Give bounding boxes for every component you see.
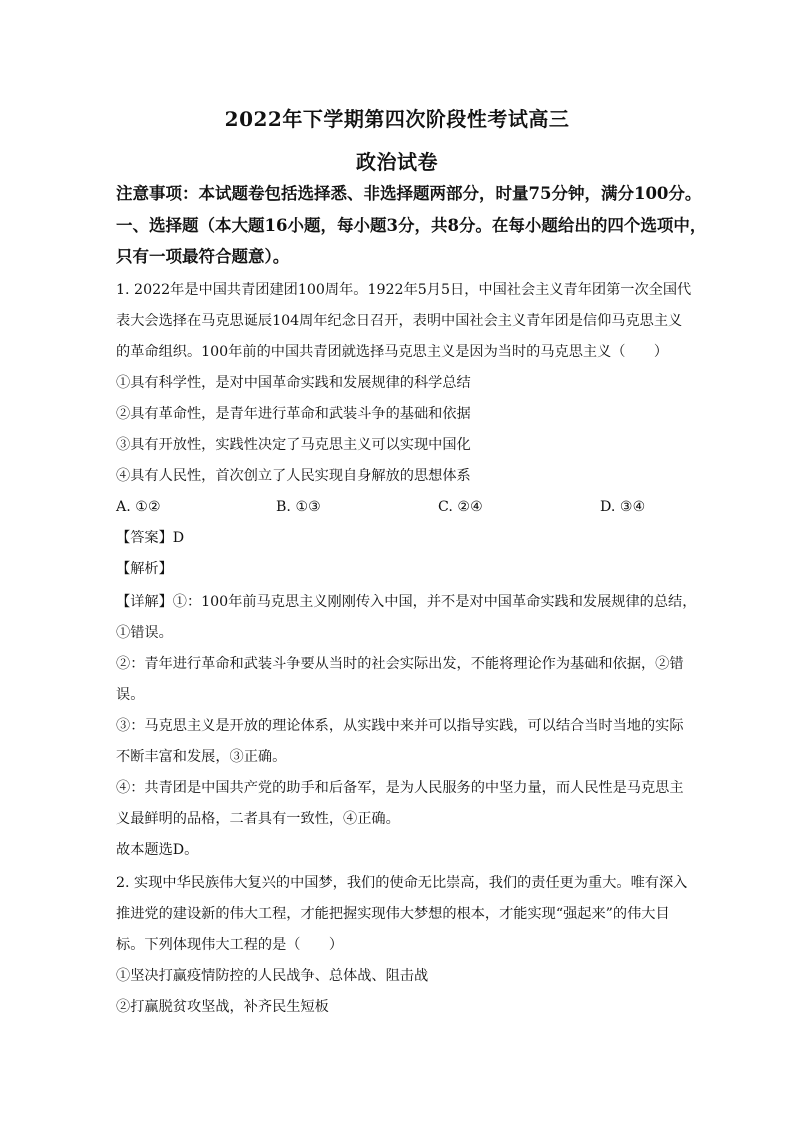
q1-option-c: C. ②④ — [438, 499, 483, 515]
q1-stem-line: 的革命组织。100年前的中国共青团就选择马克思主义是因为当时的马克思主义（ ） — [116, 344, 669, 360]
exam-title: 2022年下学期第四次阶段性考试高三 — [224, 107, 570, 131]
q1-detail-line: ②：青年进行革命和武装斗争要从当时的社会实际出发，不能将理论作为基础和依据，②错 — [116, 656, 684, 672]
q1-detail-line: 不断丰富和发展，③正确。 — [116, 749, 287, 765]
q1-option-a: A. ①② — [116, 499, 161, 515]
q1-analysis-tag: 【解析】 — [116, 561, 173, 577]
q1-conclusion: 故本题选D。 — [116, 842, 199, 858]
subject-title: 政治试卷 — [356, 150, 438, 174]
q1-detail-line: 义最鲜明的品格，二者具有一致性，④正确。 — [116, 811, 400, 827]
q1-option-b: B. ①③ — [276, 499, 321, 515]
q1-item: ②具有革命性，是青年进行革命和武装斗争的基础和依据 — [116, 406, 471, 422]
q1-stem-line: 表大会选择在马克思诞辰104周年纪念日召开，表明中国社会主义青年团是信仰马克思主义 — [116, 313, 683, 329]
q2-stem-line: 推进党的建设新的伟大工程，才能把握实现伟大梦想的根本，才能实现“强起来”的伟大目 — [116, 906, 670, 922]
q2-stem-line: 标。下列体现伟大工程的是（ ） — [116, 937, 344, 953]
q1-item: ③具有开放性，实践性决定了马克思主义可以实现中国化 — [116, 437, 471, 453]
q1-detail-line: ④：共青团是中国共产党的助手和后备军，是为人民服务的中坚力量，而人民性是马克思主 — [116, 780, 684, 796]
q2-item: ②打赢脱贫攻坚战，补齐民生短板 — [116, 999, 329, 1015]
q1-detail-line: 误。 — [116, 687, 145, 703]
section-heading-line1: 一、选择题（本大题16小题，每小题3分，共8分。在每小题给出的四个选项中， — [116, 216, 707, 235]
section-heading-line2: 只有一项最符合题意）。 — [116, 247, 290, 266]
q1-answer: 【答案】D — [116, 530, 185, 546]
q2-stem-line: 2. 实现中华民族伟大复兴的中国梦，我们的使命无比崇高，我们的责任更为重大。唯有深入 — [116, 875, 688, 891]
q1-detail-line: 【详解】①：100年前马克思主义刚刚传入中国，并不是对中国革命实践和发展规律的总结， — [116, 594, 697, 610]
q1-stem-line: 1. 2022年是中国共青团建团100周年。1922年5月5日，中国社会主义青年团第一次全国代 — [116, 282, 692, 298]
q2-item: ①坚决打赢疫情防控的人民战争、总体战、阻击战 — [116, 968, 429, 984]
notice-line: 注意事项：本试题卷包括选择悉、非选择题两部分，时量75分钟，满分100分。 — [116, 184, 702, 203]
q1-item: ①具有科学性，是对中国革命实践和发展规律的科学总结 — [116, 375, 471, 391]
q1-detail-line: ③：马克思主义是开放的理论体系，从实践中来并可以指导实践，可以结合当时当地的实际 — [116, 718, 684, 734]
q1-item: ④具有人民性，首次创立了人民实现自身解放的思想体系 — [116, 468, 471, 484]
q1-option-d: D. ③④ — [600, 499, 646, 515]
q1-detail-line: ①错误。 — [116, 625, 173, 641]
